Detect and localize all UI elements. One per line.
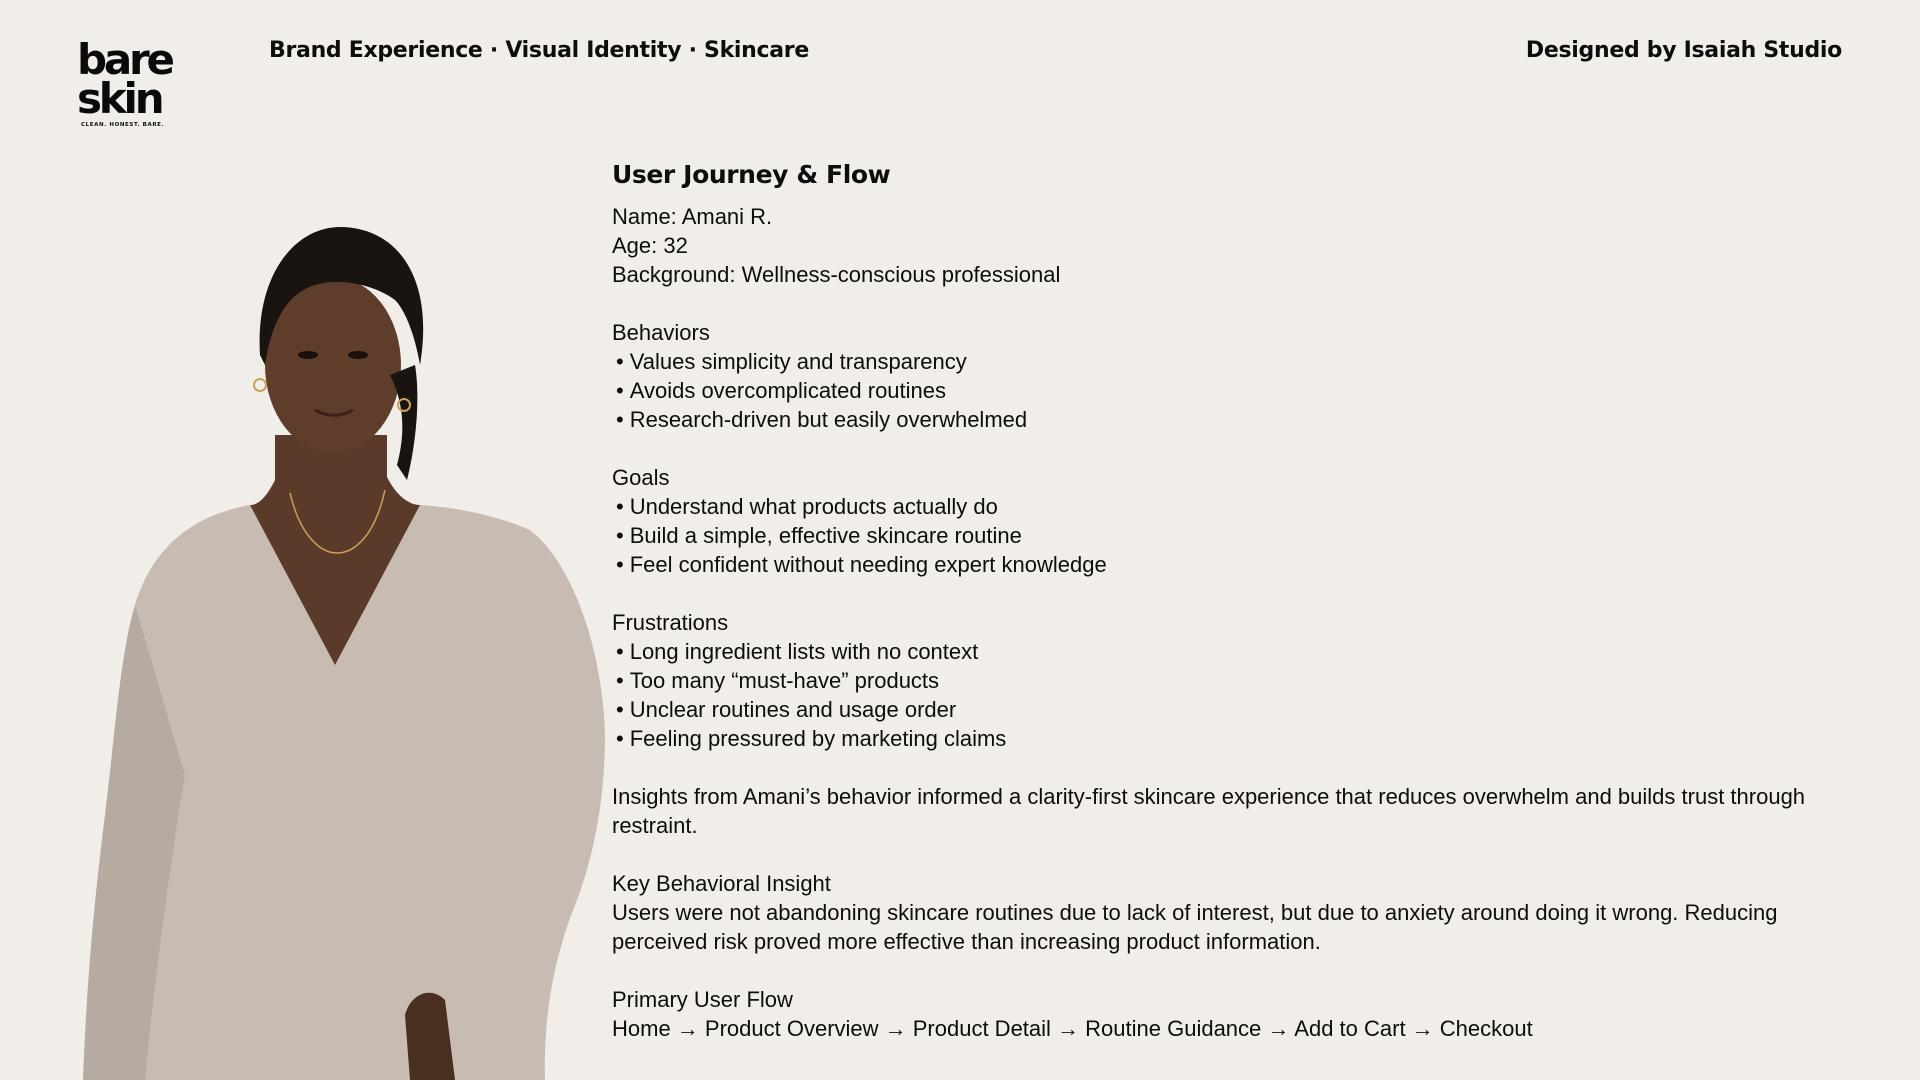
- key-insight-heading: Key Behavioral Insight: [612, 871, 831, 896]
- behaviors-heading: Behaviors: [612, 320, 710, 345]
- persona-portrait-image: [75, 215, 615, 1080]
- persona-age: Age: 32: [612, 233, 688, 258]
- frustrations-heading: Frustrations: [612, 610, 729, 635]
- persona-name: Name: Amani R.: [612, 204, 773, 229]
- user-flow: Home → Product Overview → Product Detail → Routine Guidance → Add to Cart → Checkout: [612, 1016, 1533, 1041]
- user-flow-heading: Primary User Flow: [612, 987, 793, 1012]
- designer-credit: Designed by Isaiah Studio: [1525, 38, 1842, 63]
- list-item: • Long ingredient lists with no context: [612, 637, 1852, 666]
- left-earring: [254, 379, 266, 391]
- persona-background: Background: Wellness-conscious professional: [612, 262, 1061, 287]
- list-item: • Feel confident without needing expert knowledge: [612, 550, 1852, 579]
- project-tags: Brand Experience · Visual Identity · Skincare: [269, 38, 809, 63]
- behaviors-list: [612, 347, 1852, 434]
- right-eye: [348, 351, 368, 359]
- logo-word-bare: bare: [77, 35, 172, 84]
- goals-list: [612, 492, 1852, 579]
- logo-tagline: CLEAN. HONEST. BARE.: [81, 122, 165, 128]
- list-item: • Too many “must-have” products: [612, 666, 1852, 695]
- logo-word-skin: skin: [77, 74, 162, 123]
- left-eye: [298, 351, 318, 359]
- list-item: • Values simplicity and transparency: [612, 347, 1852, 376]
- key-insight-paragraph: Users were not abandoning skincare routines due to lack of interest, but due to anxiety around doing it wrong. Reducing perceived risk proved more effective than increasing product information.: [612, 900, 1778, 954]
- list-item: • Feeling pressured by marketing claims: [612, 724, 1852, 753]
- insights-paragraph: Insights from Amani’s behavior informed a clarity-first skincare experience that reduces overwhelm and builds trust through restraint.: [612, 784, 1806, 838]
- goals-heading: Goals: [612, 465, 670, 490]
- list-item: • Understand what products actually do: [612, 492, 1852, 521]
- list-item: • Unclear routines and usage order: [612, 695, 1852, 724]
- frustrations-list: [612, 637, 1852, 753]
- section-title: User Journey & Flow: [612, 160, 891, 189]
- list-item: • Research-driven but easily overwhelmed: [612, 405, 1852, 434]
- list-item: • Avoids overcomplicated routines: [612, 376, 1852, 405]
- persona-details: [612, 158, 1852, 1043]
- brand-logo: [77, 35, 177, 128]
- list-item: • Build a simple, effective skincare routine: [612, 521, 1852, 550]
- braid: [390, 365, 417, 480]
